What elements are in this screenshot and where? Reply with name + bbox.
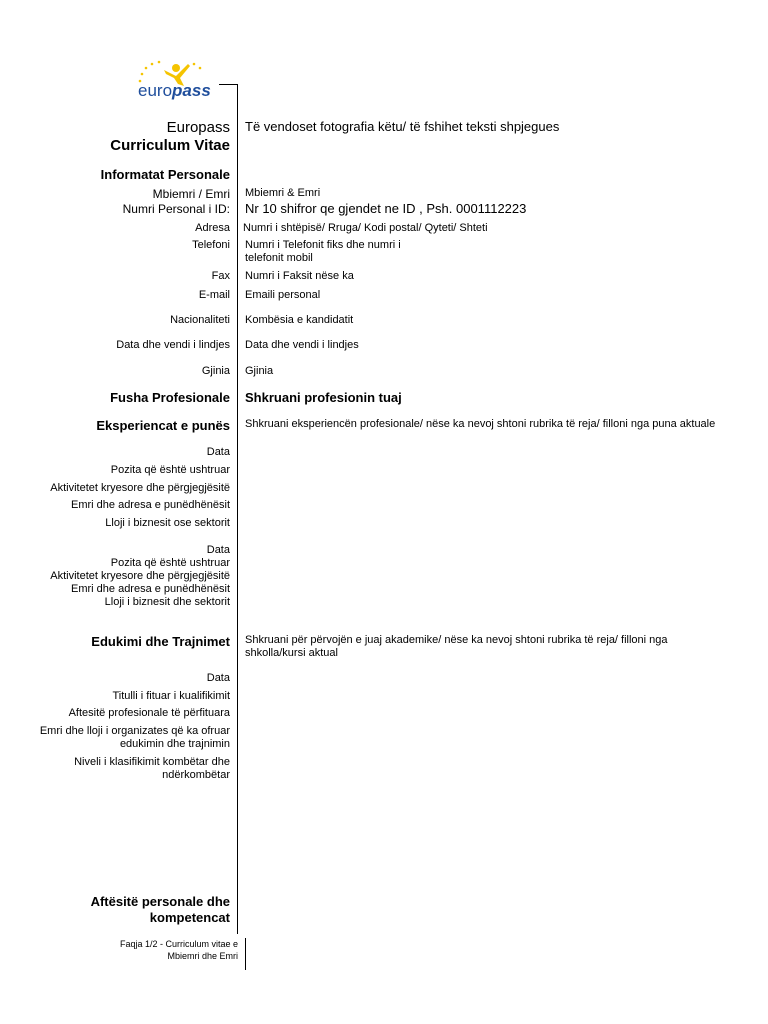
footer-line2: Mbiemri dhe Emri xyxy=(167,951,238,961)
edu-label-skills: Aftesitë profesionale të përfituara xyxy=(68,707,230,719)
exp1-label-employer: Emri dhe adresa e punëdhënësit xyxy=(71,499,230,511)
education-note: Shkruani për përvojën e juaj akademike/ nëse ka nevoj shtoni rubrika të reja/ filloni nga shkolla/kursi aktual xyxy=(245,634,668,659)
personal-label-email: E-mail xyxy=(198,289,230,301)
personal-label-name: Mbiemri / Emri xyxy=(152,187,230,201)
exp1-label-activities: Aktivitetet kryesore dhe përgjegjësitë xyxy=(50,482,230,494)
personal-info-heading: Informatat Personale xyxy=(100,167,230,182)
personal-value-birth: Data dhe vendi i lindjes xyxy=(245,339,359,351)
column-divider xyxy=(237,84,238,934)
exp2-label-employer: Emri dhe adresa e punëdhënësit xyxy=(71,583,230,595)
personal-label-nationality: Nacionaliteti xyxy=(170,314,230,326)
exp1-label-sector: Lloji i biznesit ose sektorit xyxy=(105,517,230,529)
footer-rule xyxy=(245,938,246,970)
personal-label-id: Numri Personal i ID: xyxy=(122,202,230,216)
experience-heading: Eksperiencat e punës xyxy=(96,418,230,433)
personal-value-name: Mbiemri & Emri xyxy=(245,187,321,199)
edu-label-title: Titulli i fituar i kualifikimit xyxy=(112,690,230,702)
skills-heading-line2: kompetencat xyxy=(149,910,230,925)
personal-value-phone: Numri i Telefonit fiks dhe numri i telefonit mobil xyxy=(245,239,401,264)
europass-logo xyxy=(132,56,222,102)
personal-label-birth: Data dhe vendi i lindjes xyxy=(116,339,230,351)
edu-label-level: Niveli i klasifikimit kombëtar dhe ndërkombëtar xyxy=(74,756,230,781)
education-heading: Edukimi dhe Trajnimet xyxy=(91,634,230,649)
page-footer xyxy=(120,938,238,962)
cv-title xyxy=(110,119,230,155)
personal-label-gender: Gjinia xyxy=(201,365,230,377)
skills-heading xyxy=(91,894,230,926)
personal-value-id: Nr 10 shifror qe gjendet ne ID , Psh. 0001112223 xyxy=(245,201,527,216)
edu-label-organization: Emri dhe lloji i organizates që ka ofruar edukimin dhe trajnimin xyxy=(39,725,230,750)
exp2-label-date: Data xyxy=(206,544,230,556)
logo-pass-text: pass xyxy=(172,81,211,100)
exp1-label-date: Data xyxy=(206,446,230,458)
personal-value-fax: Numri i Faksit nëse ka xyxy=(245,270,354,282)
experience-note: Shkruani eksperiencën profesionale/ nëse ka nevoj shtoni rubrika të reja/ filloni nga puna aktuale xyxy=(245,418,716,430)
cv-title-line2: Curriculum Vitae xyxy=(110,137,230,154)
personal-value-email: Emaili personal xyxy=(245,289,321,301)
cv-title-line1: Europass xyxy=(166,119,230,136)
photo-note: Të vendoset fotografia këtu/ të fshihet teksti shpjegues xyxy=(245,119,560,134)
personal-label-fax: Fax xyxy=(211,270,230,282)
exp2-label-sector: Lloji i biznesit dhe sektorit xyxy=(104,596,230,608)
logo-euro-text: euro xyxy=(138,81,173,100)
exp1-label-position: Pozita që është ushtruar xyxy=(110,464,230,476)
exp2-label-activities: Aktivitetet kryesore dhe përgjegjësitë xyxy=(50,570,230,582)
personal-label-phone: Telefoni xyxy=(192,239,230,251)
divider-tick xyxy=(219,84,238,85)
personal-value-nationality: Kombësia e kandidatit xyxy=(245,314,354,326)
footer-line1: Faqja 1/2 - Curriculum vitae e xyxy=(119,939,238,949)
profession-heading: Fusha Profesionale xyxy=(110,390,230,405)
personal-label-address: Adresa xyxy=(195,222,230,234)
personal-value-gender: Gjinia xyxy=(245,365,274,377)
edu-label-date: Data xyxy=(206,672,230,684)
skills-heading-line1: Aftësitë personale dhe xyxy=(90,894,230,909)
personal-value-address: Numri i shtëpisë/ Rruga/ Kodi postal/ Qyteti/ Shteti xyxy=(243,222,488,234)
profession-value: Shkruani profesionin tuaj xyxy=(245,390,402,405)
exp2-label-position: Pozita që është ushtruar xyxy=(110,557,230,569)
